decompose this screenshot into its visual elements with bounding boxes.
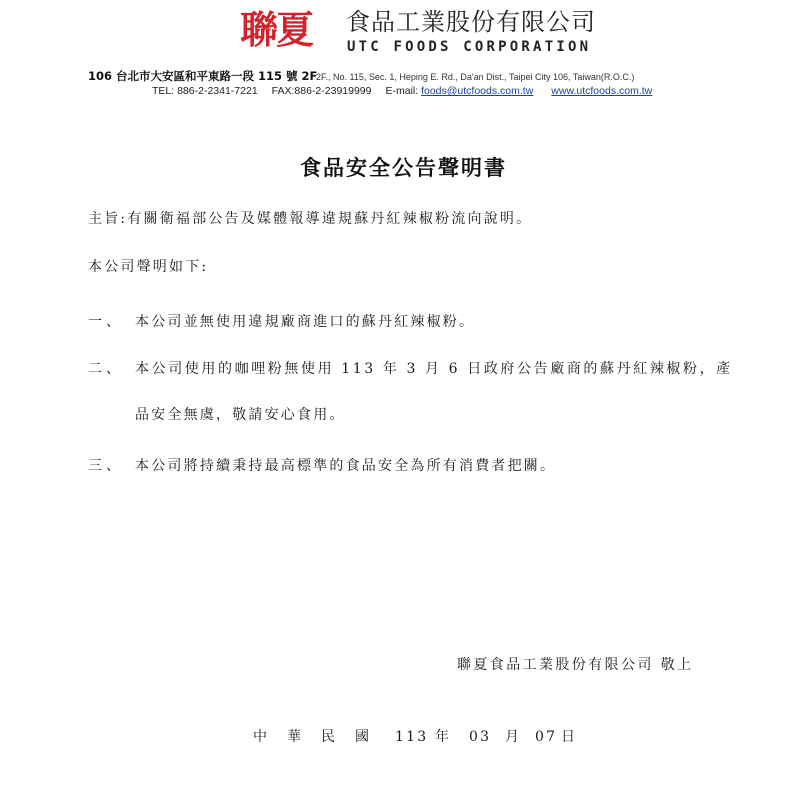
date-year: 113 [395,729,429,745]
date-era-2: 華 [287,729,304,745]
email-label: E-mail: [385,85,422,97]
email-link[interactable]: foods@utcfoods.com.tw [421,85,534,97]
item-number-3: 三、 [88,458,124,474]
address-en: 2F., No. 115, Sec. 1, Heping E. Rd., Da'an Dist., Taipei City 106, Taiwan(R.O.C.) [316,72,635,82]
item-text-2-continuation: 品安全無虞，敬請安心食用。 [135,407,346,423]
item-number-1: 一、 [88,314,124,330]
item-text-2: 本公司使用的咖哩粉無使用 113 年 3 月 6 日政府公告廠商的蘇丹紅辣椒粉，產 [135,361,733,377]
date-era-3: 民 [321,729,338,745]
telephone: TEL: 886-2-2341-7221 [152,85,258,97]
subject-line: 主旨:有關衛福部公告及媒體報導違規蘇丹紅辣椒粉流向說明。 [88,211,533,227]
date-day-unit: 日 [561,729,578,745]
date-month-unit: 月 [505,729,522,745]
document-title: 食品安全公告聲明書 [300,155,507,180]
company-name-zh: 食品工業股份有限公司 [346,8,596,36]
date-month: 03 [469,729,492,745]
intro-line: 本公司聲明如下: [88,259,209,275]
fax: FAX:886-2-23919999 [271,85,372,97]
address-zh: 106 台北市大安區和平東路一段 115 號 2F [88,69,318,83]
date-era-4: 國 [355,729,372,745]
company-name-en: UTC FOODS CORPORATION [347,39,592,55]
company-logo: 聯夏 [240,8,313,52]
date-line [253,728,581,746]
date-era-1: 中 [253,729,270,745]
website-link[interactable]: www.utcfoods.com.tw [551,85,653,97]
item-text-1: 本公司並無使用違規廠商進口的蘇丹紅辣椒粉。 [135,314,476,330]
date-day: 07 [535,729,558,745]
date-year-unit: 年 [435,729,452,745]
item-number-2: 二、 [88,361,124,377]
item-text-3: 本公司將持續秉持最高標準的食品安全為所有消費者把關。 [135,458,557,474]
signature: 聯夏食品工業股份有限公司 敬上 [457,657,694,673]
contact-line [152,85,666,98]
